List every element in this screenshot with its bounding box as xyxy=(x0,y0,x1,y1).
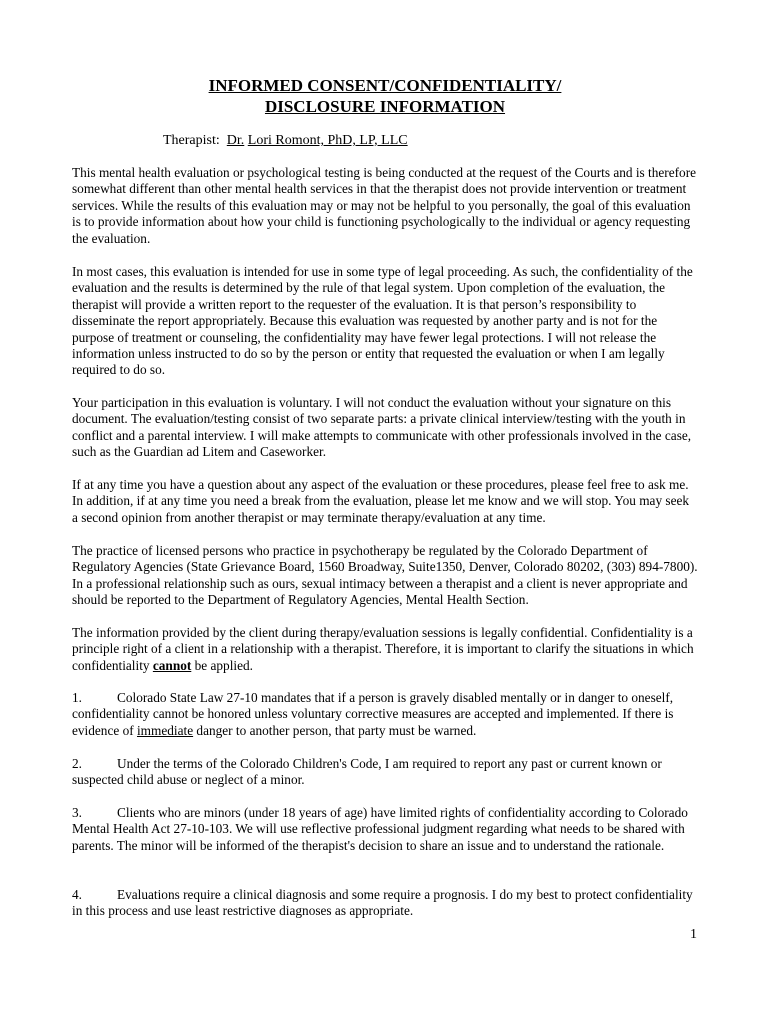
paragraph-voluntary-participation: Your participation in this evaluation is voluntary. I will not conduct the evaluation without your signature on this document. The evaluation/testing consist of two separate parts: a private clinical interview/testing with the youth in conflict and a parental interview. I will make attempts to communicate with other professionals involved in the case, such as the Guardian ad Litem and Caseworker. xyxy=(72,395,692,460)
list-item-text: Under the terms of the Colorado Children's Code, I am required to report any past or current known or suspected child abuse or neglect of a minor. xyxy=(72,756,662,788)
list-item-number: 4. xyxy=(72,887,82,902)
page-number: 1 xyxy=(690,927,697,942)
therapist-line xyxy=(163,133,408,149)
list-item-text-end: danger to another person, that party must be warned. xyxy=(193,722,477,738)
list-item-text: Clients who are minors (under 18 years of age) have limited rights of confidentiality according to Colorado Mental Health Act 27-10-103. We will use reflective professional judgment regarding what needs to be shared with parents. The minor will be informed of the therapist's decision to share an issue and to understand the rationale. xyxy=(72,805,688,853)
list-item-number: 1. xyxy=(72,690,82,705)
list-item xyxy=(72,887,698,920)
list-item xyxy=(72,805,698,854)
list-item-text: Colorado State Law 27-10 mandates that if a person is gravely disabled mentally or in danger to oneself, confidentiality cannot be honored unless voluntary corrective measures are accepted and implemented. If there is evidence of xyxy=(72,690,674,738)
list-item-text: Evaluations require a clinical diagnosis and some require a prognosis. I do my best to protect confidentiality in this process and use least restrictive diagnoses as appropriate. xyxy=(72,887,693,919)
confidentiality-text-end: be applied. xyxy=(191,657,253,673)
therapist-label: Therapist: xyxy=(163,133,220,148)
list-item-number: 2. xyxy=(72,756,82,771)
paragraph-confidentiality xyxy=(72,625,698,674)
paragraph-evaluation-purpose: This mental health evaluation or psychological testing is being conducted at the request of the Courts and is therefore somewhat different than other mental health services in that the therapist does not provide intervention or treatment services. While the results of this evaluation may or may not be helpful to you personally, the goal of this evaluation is to provide information about how your child is functioning psychologically to the individual or agency requesting the evaluation. xyxy=(72,165,697,246)
confidentiality-text: The information provided by the client during therapy/evaluation sessions is legally confidential. Confidentiality is a principle right of a client in a relationship with a therapist. Therefore, it is important to clarify the situations in which confidentiality xyxy=(72,625,694,673)
document-title-line-1: INFORMED CONSENT/CONFIDENTIALITY/ xyxy=(208,76,562,95)
immediate-emphasis: immediate xyxy=(136,722,194,738)
therapist-name: Lori Romont, PhD, LP, LLC xyxy=(247,133,408,148)
list-item-number: 3. xyxy=(72,805,82,820)
therapist-prefix: Dr. xyxy=(226,133,245,148)
paragraph-questions: If at any time you have a question about any aspect of the evaluation or these procedures, please feel free to ask me. In addition, if at any time you need a break from the evaluation, please let me know and we will stop. You may seek a second opinion from another therapist or may terminate therapy/evaluation at any time. xyxy=(72,477,690,525)
list-item xyxy=(72,756,698,789)
cannot-emphasis: cannot xyxy=(152,657,192,673)
paragraph-legal-proceeding: In most cases, this evaluation is intended for use in some type of legal proceeding. As such, the confidentiality of the evaluation and the results is determined by the rule of that legal system. Upon completion of the evaluation, the therapist will provide a written report to the requester of the evaluation. It is that person’s responsibility to disseminate the report appropriately. Because this evaluation was requested by another party and is not for the purpose of treatment or counseling, the confidentiality may have fewer legal protections. I will not release the information unless instructed to do so by the person or entity that requested the evaluation or when I am legally required to do so. xyxy=(72,264,693,378)
paragraph-regulation: The practice of licensed persons who practice in psychotherapy be regulated by the Colorado Department of Regulatory Agencies (State Grievance Board, 1560 Broadway, Suite1350, Denver, Colorado 80202, (303) 894-7800). In a professional relationship such as ours, sexual intimacy between a therapist and a client is never appropriate and should be reported to the Department of Regulatory Agencies, Mental Health Section. xyxy=(72,543,698,608)
list-item xyxy=(72,690,698,739)
document-title-line-2: DISCLOSURE INFORMATION xyxy=(264,97,506,116)
